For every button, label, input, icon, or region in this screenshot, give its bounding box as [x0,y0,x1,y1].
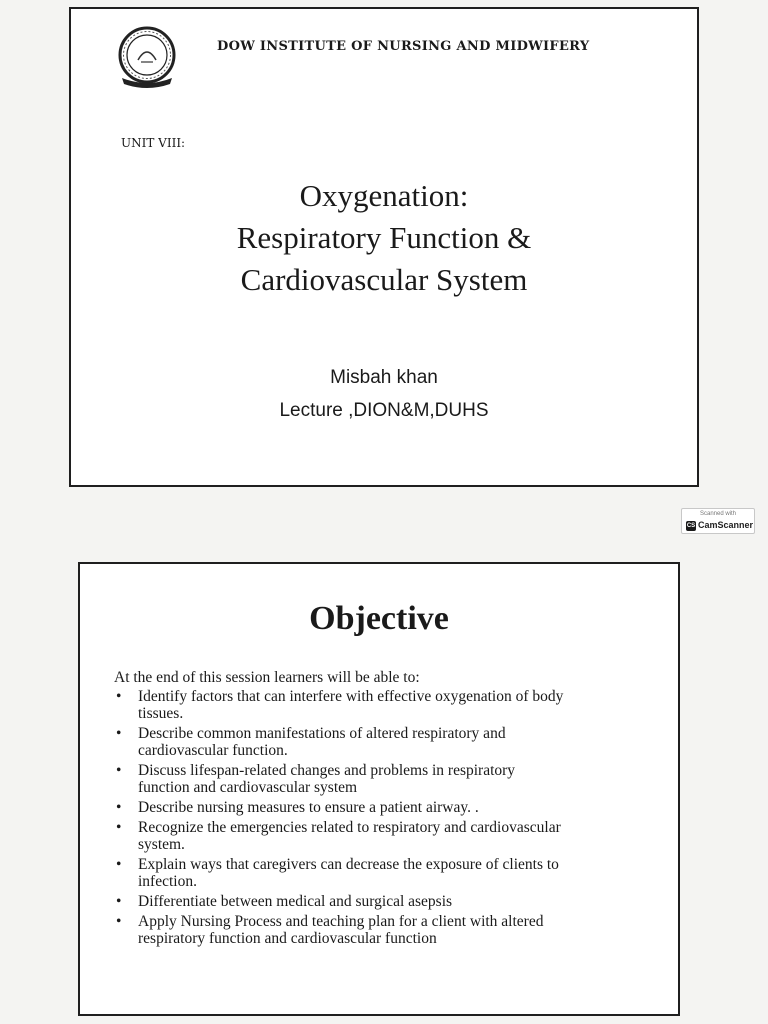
title-line: Oxygenation: [299,178,469,213]
scanned-with-text: Scanned with [699,511,737,517]
title-line: Cardiovascular System [240,262,528,297]
camscanner-icon: CS [686,523,696,529]
unit-label: UNIT VIII: [121,136,186,150]
objective-item: • Recognize the emergencies related to respiratory and cardiovascular system. [114,819,674,853]
title-line: Respiratory Function & [236,220,532,255]
title-slide [69,7,699,487]
author-role: Lecture ,DION&M,DUHS [279,400,489,421]
objective-item: • Discuss lifespan-related changes and problems in respiratory function and cardiovascular system [114,762,674,796]
objective-item: • Differentiate between medical and surgical asepsis [114,893,674,910]
objective-item: • Describe nursing measures to ensure a patient airway. . [114,799,674,816]
objective-slide [78,562,680,1016]
institute-logo [114,24,180,90]
objective-item: • Apply Nursing Process and teaching plan for a client with altered respiratory function and cardiovascular function [114,913,674,947]
camscanner-brand: CamScanner [698,520,754,530]
objective-intro: At the end of this session learners will be able to: [114,669,420,686]
institute-name: DOW INSTITUTE OF NURSING AND MIDWIFERY [217,39,590,54]
objective-list [114,688,674,950]
objective-item: • Describe common manifestations of altered respiratory and cardiovascular function. [114,725,674,759]
objective-item: • Explain ways that caregivers can decrease the exposure of clients to infection. [114,856,674,890]
slide-title [71,175,697,301]
camscanner-watermark [681,508,755,534]
objective-title: Objective [309,600,449,637]
objective-item: • Identify factors that can interfere with effective oxygenation of body tissues. [114,688,674,722]
author-name: Misbah khan [330,367,438,388]
